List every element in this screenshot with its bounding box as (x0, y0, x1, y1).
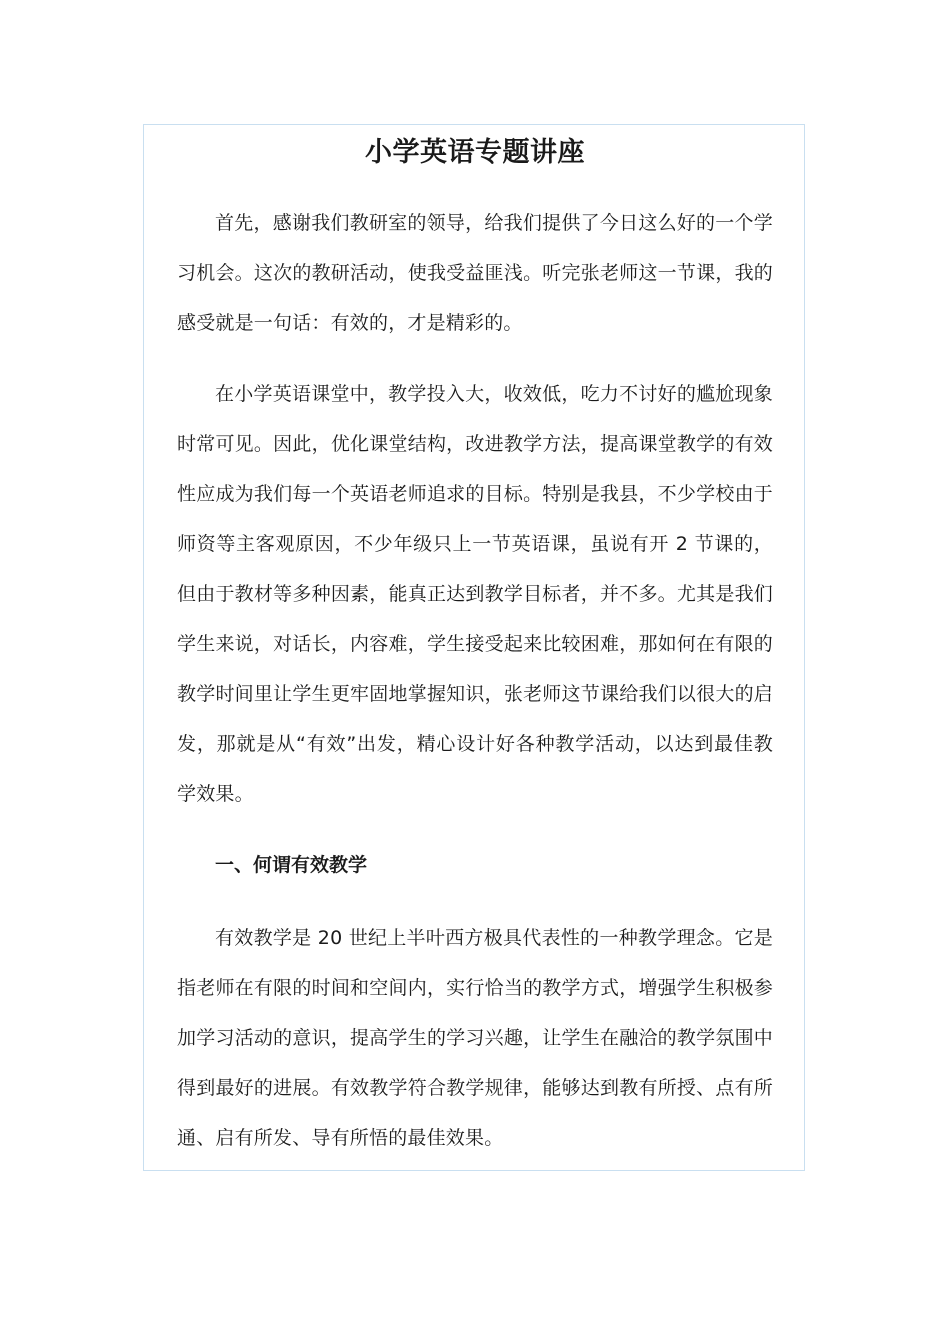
document-title: 小学英语专题讲座 (365, 137, 585, 168)
section-paragraph: 有效教学是 20 世纪上半叶西方极具代表性的一种教学理念。它是指老师在有限的时间和空间内，实行恰当的教学方式，增强学生积极参加学习活动的意识，提高学生的学习兴趣，让学生在融洽的教学氛围中得到最好的进展。有效教学符合教学规律，能够达到教有所授、点有所通、启有所发、导有所悟的最佳效果。 (177, 927, 773, 1149)
intro-paragraph: 首先，感谢我们教研室的领导，给我们提供了今日这么好的一个学习机会。这次的教研活动，使我受益匪浅。听完张老师这一节课，我的感受就是一句话：有效的，才是精彩的。 (177, 212, 773, 334)
context-paragraph: 在小学英语课堂中，教学投入大，收效低，吃力不讨好的尴尬现象时常可见。因此，优化课堂结构，改进教学方法，提高课堂教学的有效性应成为我们每一个英语老师追求的目标。特别是我县，不少学校由于师资等主客观原因，不少年级只上一节英语课，虽说有开 2 节课的，但由于教材等多种因素，能真正达到教学目标者，并不多。尤其是我们学生来说，对话长，内容难，学生接受起来比较困难，那如何在有限的教学时间里让学生更牢固地掌握知识，张老师这节课给我们以很大的启发，那就是从“有效”出发，精心设计好各种教学活动，以达到最佳教学效果。 (177, 383, 773, 805)
section-heading: 一、何谓有效教学 (215, 854, 368, 876)
